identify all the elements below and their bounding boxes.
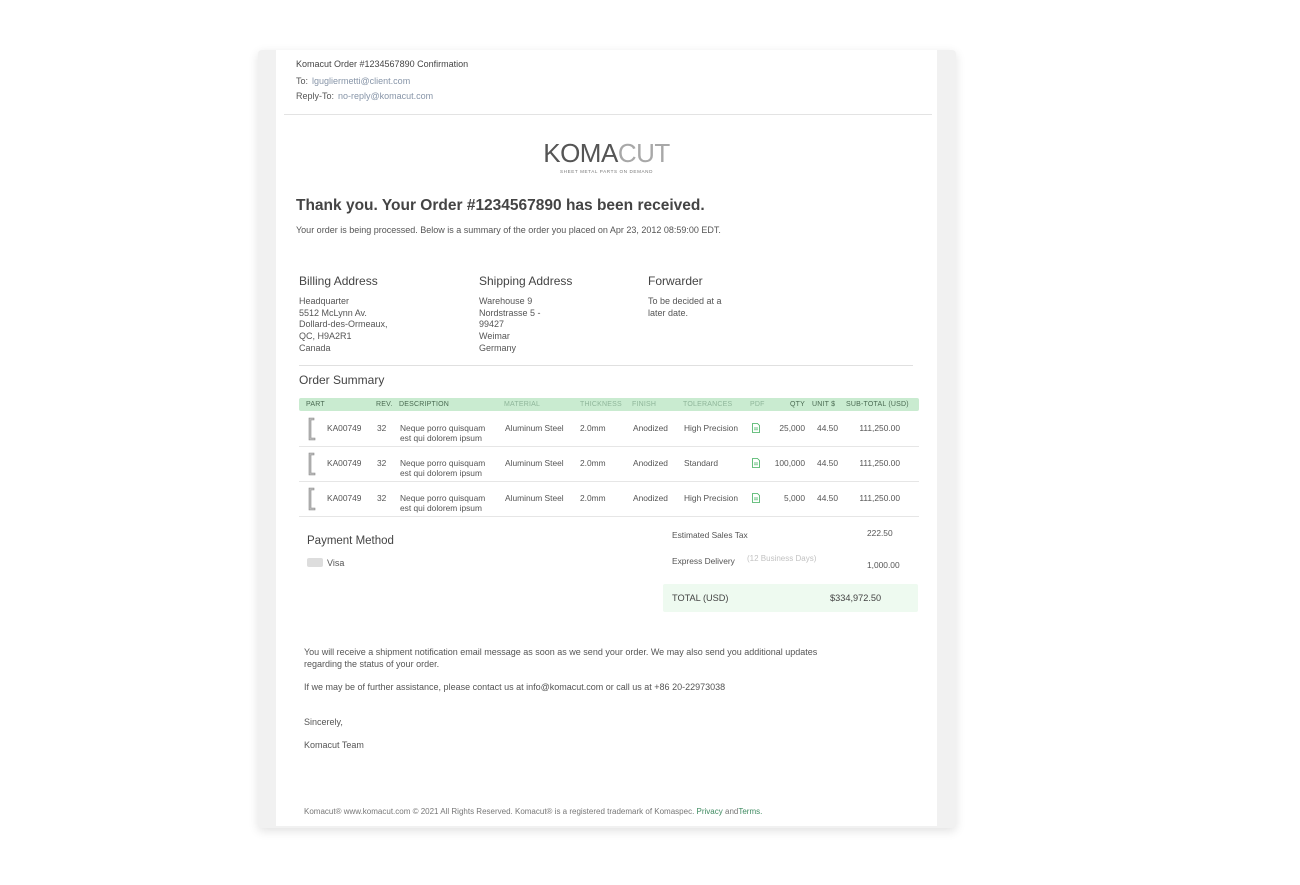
privacy-link[interactable]: Privacy — [696, 807, 723, 816]
table-row — [299, 412, 919, 447]
order-summary-title: Order Summary — [299, 373, 385, 387]
delivery-value: 1,000.00 — [867, 560, 900, 570]
pdf-file-icon[interactable] — [752, 423, 760, 433]
cell-description — [400, 458, 485, 478]
shipping-line: 99427 — [479, 319, 505, 330]
table-row — [299, 447, 919, 482]
cell-qty: 100,000 — [774, 458, 805, 468]
billing-line: Dollard-des-Ormeaux, — [299, 319, 388, 330]
desc-line-2: est qui dolorem ipsum — [400, 468, 482, 478]
col-qty: QTY — [790, 401, 805, 408]
desc-line-1: Neque porro quisquam — [400, 493, 486, 503]
shipping-line: Germany — [479, 342, 517, 353]
payment-method-title: Payment Method — [307, 535, 394, 547]
pdf-file-icon[interactable] — [752, 458, 760, 468]
email-reply-row — [296, 91, 433, 101]
page-title: Thank you. Your Order #1234567890 has been received. — [296, 197, 705, 214]
cell-rev: 32 — [377, 493, 387, 503]
desc-line-1: Neque porro quisquam — [400, 423, 486, 433]
cell-finish: Anodized — [633, 458, 668, 468]
col-tolerances: TOLERANCES — [683, 401, 733, 408]
cell-tolerances: Standard — [684, 458, 718, 468]
billing-line: 5512 McLynn Av. — [299, 307, 367, 318]
header-divider — [284, 114, 932, 115]
cell-description — [400, 493, 485, 513]
logo-word-b: CUT — [617, 138, 670, 168]
desc-line-1: Neque porro quisquam — [400, 458, 486, 468]
forwarder-title: Forwarder — [648, 274, 703, 288]
col-rev: REV. — [376, 401, 393, 408]
cell-material: Aluminum Steel — [505, 493, 564, 503]
total-value: $334,972.50 — [830, 593, 882, 603]
shipping-title: Shipping Address — [479, 274, 573, 288]
pdf-file-icon[interactable] — [752, 493, 760, 503]
part-thumbnail-icon — [307, 452, 316, 476]
cell-qty: 25,000 — [779, 423, 805, 433]
cell-thickness: 2.0mm — [580, 493, 606, 503]
total-label: TOTAL (USD) — [672, 593, 729, 603]
cell-part: KA00749 — [327, 423, 362, 433]
tax-value: 222.50 — [867, 528, 893, 538]
cell-unit: 44.50 — [817, 458, 838, 468]
footer-and: and — [725, 807, 739, 816]
reply-to-label: Reply-To: — [296, 91, 335, 101]
section-divider — [299, 365, 913, 366]
cell-material: Aluminum Steel — [505, 423, 564, 433]
logo-tagline: SHEET METAL PARTS ON DEMAND — [559, 169, 654, 174]
cell-subtotal: 111,250.00 — [859, 458, 900, 468]
billing-line: Headquarter — [299, 296, 350, 306]
table-row — [299, 482, 919, 517]
reply-to-address[interactable]: no-reply@komacut.com — [338, 91, 434, 101]
cell-unit: 44.50 — [817, 493, 838, 503]
shipment-notice — [304, 647, 817, 670]
forwarder-line: later date. — [648, 307, 689, 318]
cell-thickness: 2.0mm — [580, 458, 606, 468]
contact-info: If we may be of further assistance, please contact us at info@komacut.com or call us at +86 20-22973038 — [304, 682, 726, 692]
payment-method-value: Visa — [327, 558, 345, 568]
cell-finish: Anodized — [633, 493, 668, 503]
shipping-line: Weimar — [479, 331, 510, 342]
forwarder-info — [648, 296, 722, 319]
shipping-address — [479, 296, 541, 355]
cell-finish: Anodized — [633, 423, 668, 433]
order-table-header — [299, 398, 919, 411]
shipping-line: Warehouse 9 — [479, 296, 533, 306]
col-subtotal: SUB-TOTAL (USD) — [846, 401, 909, 408]
col-finish: FINISH — [632, 401, 657, 408]
cell-rev: 32 — [377, 458, 387, 468]
email-to-row — [296, 76, 410, 86]
delivery-note: (12 Business Days) — [747, 554, 817, 563]
col-thickness: THICKNESS — [580, 401, 622, 408]
cell-subtotal: 111,250.00 — [859, 493, 900, 503]
cell-part: KA00749 — [327, 458, 362, 468]
cell-subtotal: 111,250.00 — [859, 423, 900, 433]
shipping-line: Nordstrasse 5 - — [479, 307, 541, 318]
col-pdf: PDF — [750, 401, 765, 408]
sign-off: Sincerely, — [304, 717, 343, 727]
cell-thickness: 2.0mm — [580, 423, 606, 433]
forwarder-line: To be decided at a — [648, 296, 722, 306]
billing-address — [299, 296, 388, 355]
tax-label: Estimated Sales Tax — [672, 530, 748, 540]
part-thumbnail-icon — [307, 487, 316, 511]
desc-line-2: est qui dolorem ipsum — [400, 433, 482, 443]
delivery-label: Express Delivery — [672, 556, 735, 566]
col-description: DESCRIPTION — [399, 401, 450, 408]
part-thumbnail-icon — [307, 417, 316, 441]
shipment-notice-line-2: regarding the status of your order. — [304, 658, 440, 669]
to-address[interactable]: lgugliermetti@client.com — [312, 76, 411, 86]
credit-card-icon — [307, 558, 323, 567]
signature: Komacut Team — [304, 740, 364, 750]
cell-tolerances: High Precision — [684, 493, 738, 503]
cell-material: Aluminum Steel — [505, 458, 564, 468]
col-unit: UNIT $ — [812, 401, 836, 408]
billing-title: Billing Address — [299, 274, 378, 288]
terms-link[interactable]: Terms. — [738, 807, 763, 816]
cell-unit: 44.50 — [817, 423, 838, 433]
billing-line: QC, H9A2R1 — [299, 331, 352, 342]
cell-part: KA00749 — [327, 493, 362, 503]
cell-rev: 32 — [377, 423, 387, 433]
cell-qty: 5,000 — [784, 493, 805, 503]
komacut-logo — [276, 138, 937, 174]
to-label: To: — [296, 76, 309, 86]
logo-word-a: KOMA — [543, 138, 618, 168]
cell-tolerances: High Precision — [684, 423, 738, 433]
footer-copyright: Komacut® www.komacut.com © 2021 All Rights Reserved. Komacut® is a registered trademark of Komaspec. — [304, 807, 695, 816]
total-box — [663, 584, 918, 612]
page-subtitle: Your order is being processed. Below is a summary of the order you placed on Apr 23, 2012 08:59:00 EDT. — [296, 225, 721, 235]
billing-line: Canada — [299, 342, 331, 353]
email-body — [276, 50, 937, 826]
shipment-notice-line-1: You will receive a shipment notification email message as soon as we send your order. We may also send you additional updates — [304, 647, 818, 657]
email-subject: Komacut Order #1234567890 Confirmation — [296, 59, 469, 69]
col-part: PART — [306, 401, 325, 408]
cell-description — [400, 423, 485, 443]
email-footer — [304, 807, 762, 816]
col-material: MATERIAL — [504, 401, 541, 408]
desc-line-2: est qui dolorem ipsum — [400, 503, 482, 513]
